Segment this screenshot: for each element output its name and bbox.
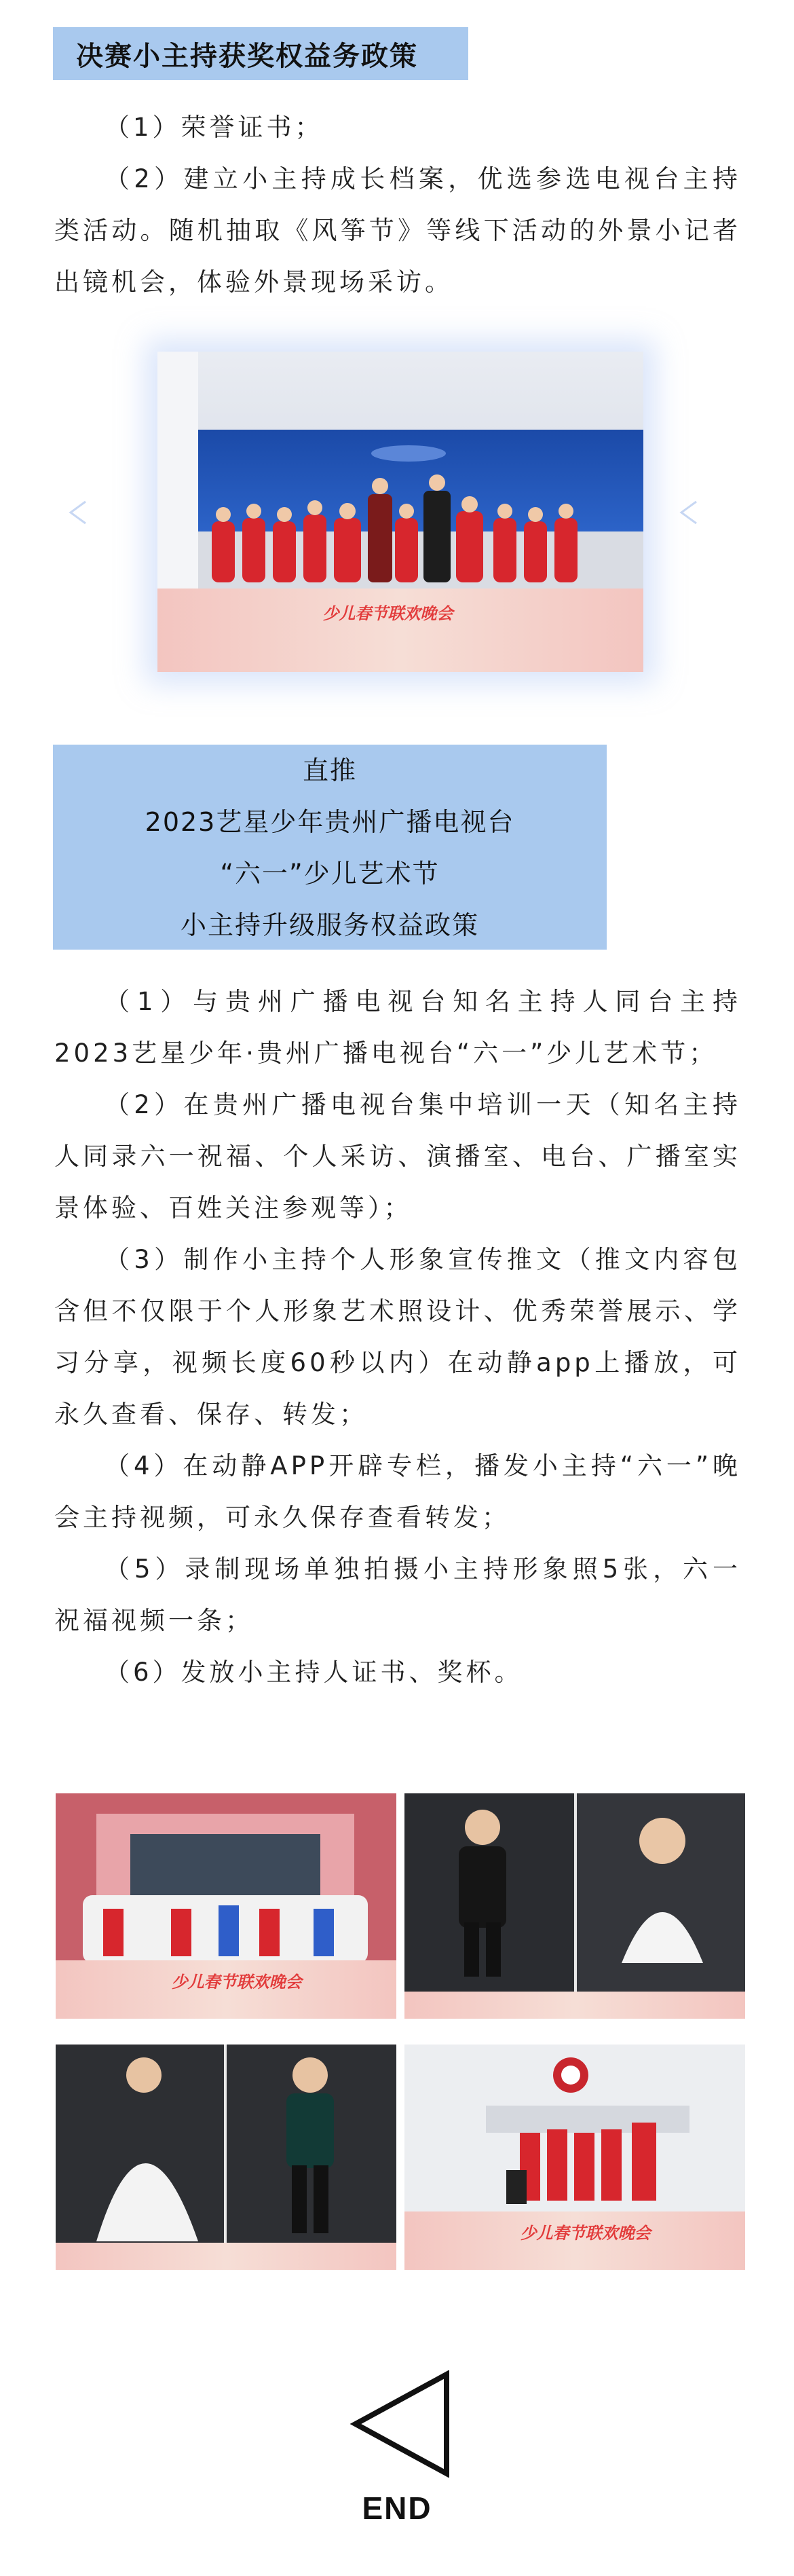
gallery-photo-group-outdoor[interactable]: [56, 1793, 396, 2019]
upgrade-item-2: （2）在贵州广播电视台集中培训一天（知名主持人同录六一祝福、个人采访、演播室、电台、广播室实景体验、百姓关注参观等）；: [54, 1090, 741, 1222]
section-title-upgrade: [53, 745, 607, 950]
upgrade-item-3: （3）制作小主持个人形象宣传推文（推文内容包含但不仅限于个人形象艺术照设计、优秀荣誉展示、学习分享，视频长度60秒以内）在动静app上播放，可永久查看、保存、转发；: [54, 1245, 741, 1429]
gallery-banner-4: [404, 2211, 745, 2270]
gallery-banner-title-4: 少儿春节联欢晚会: [520, 2224, 651, 2243]
gallery-photo-group-studio[interactable]: [404, 2045, 745, 2270]
upgrade-policy-text: [54, 976, 741, 1698]
chevron-left-icon[interactable]: [68, 499, 88, 526]
section-title-award: 决赛小主持获奖权益务政策: [53, 27, 468, 80]
carousel-photo[interactable]: [157, 352, 643, 672]
gallery-banner-2: [404, 1992, 745, 2019]
portraits-image-2: [56, 2045, 396, 2270]
upgrade-item-4: （4）在动静APP开辟专栏，播发小主持“六一”晚会主持视频，可永久保存查看转发；: [54, 1451, 741, 1532]
upgrade-item-6: （6）发放小主持人证书、奖杯。: [105, 1658, 523, 1687]
upgrade-title-line-2: 2023艺星少年贵州广播电视台: [145, 807, 515, 837]
end-label: END: [362, 2490, 432, 2526]
gallery-banner-title-1: 少儿春节联欢晚会: [171, 1973, 302, 1992]
gallery-banner-3: [56, 2243, 396, 2270]
upgrade-title-line-3: “六一”少儿艺术节: [220, 859, 440, 889]
triangle-left-icon: [350, 2370, 452, 2478]
portraits-image-1: [404, 1793, 745, 2019]
upgrade-item-5: （5）录制现场单独拍摄小主持形象照5张，六一祝福视频一条；: [54, 1554, 741, 1635]
upgrade-item-1: （1）与贵州广播电视台知名主持人同台主持2023艺星少年·贵州广播电视台“六一”少儿艺术节；: [54, 987, 741, 1068]
gallery-photo-portraits-2[interactable]: [56, 2045, 396, 2270]
award-policy-text: [54, 102, 741, 308]
banner-title: 少儿春节联欢晚会: [322, 605, 453, 624]
award-item-1: （1）荣誉证书；: [105, 113, 324, 142]
award-item-2: （2）建立小主持成长档案，优选参选电视台主持类活动。随机抽取《风筝节》等线下活动的外景小记者出镜机会，体验外景现场采访。: [54, 164, 741, 297]
upgrade-title-line-1: 直推: [302, 755, 357, 785]
event-banner: [157, 589, 643, 672]
gallery-banner-1: [56, 1960, 396, 2019]
gallery-photo-portraits-1[interactable]: [404, 1793, 745, 2019]
upgrade-title-line-4: 小主持升级服务权益政策: [180, 910, 479, 940]
chevron-left-icon[interactable]: [679, 499, 699, 526]
